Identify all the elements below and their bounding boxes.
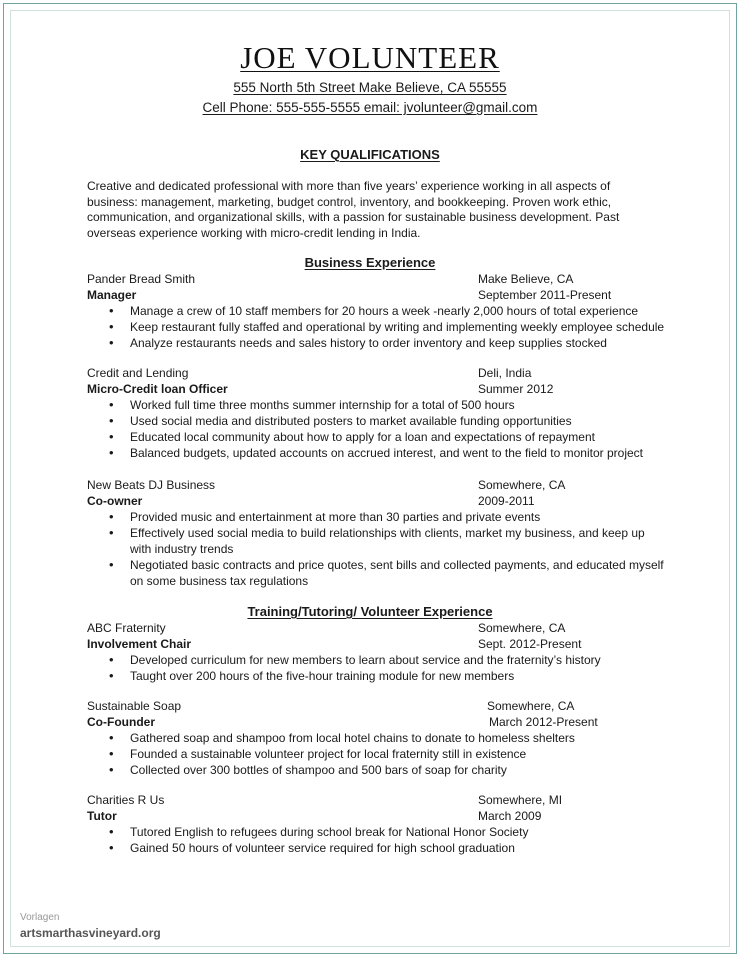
job-dates: 2009-2011 <box>478 494 535 508</box>
job-entry <box>87 271 667 351</box>
job-entry <box>87 365 667 461</box>
job-org: Pander Bread Smith <box>87 272 196 286</box>
job-bullets <box>87 730 667 778</box>
job-dates: March 2012-Present <box>489 715 598 729</box>
job-location: Somewhere, CA <box>487 699 575 713</box>
job-entry <box>87 620 667 684</box>
list-item: • Analyze restaurants needs and sales history to order inventory and keep supplies stocked <box>87 335 667 351</box>
job-role: Co-Founder <box>87 715 155 729</box>
training-heading: Training/Tutoring/ Volunteer Experience <box>247 604 493 619</box>
job-entry <box>87 792 667 856</box>
resume-name: JOE VOLUNTEER <box>240 40 500 75</box>
list-item: • Educated local community about how to apply for a loan and expectations of repayment <box>87 429 667 445</box>
list-item: • Keep restaurant fully staffed and operational by writing and implementing weekly employee schedule <box>87 319 667 335</box>
list-item: • Founded a sustainable volunteer project for local fraternity still in existence <box>87 746 667 762</box>
job-org: Sustainable Soap <box>87 699 182 713</box>
list-item: • Gathered soap and shampoo from local hotel chains to donate to homeless shelters <box>87 730 667 746</box>
list-item: • Worked full time three months summer internship for a total of 500 hours <box>87 397 667 413</box>
list-item: • Tutored English to refugees during school break for National Honor Society <box>87 824 667 840</box>
job-role: Micro-Credit loan Officer <box>87 382 228 396</box>
job-bullets <box>87 509 667 589</box>
list-item: • Effectively used social media to build relationships with clients, market my business, and keep up with industry trends <box>87 525 667 557</box>
job-bullets <box>87 652 667 684</box>
list-item: • Manage a crew of 10 staff members for 20 hours a week -nearly 2,000 hours of total experience <box>87 303 667 319</box>
footer-label: Vorlagen <box>20 912 60 923</box>
job-org: Charities R Us <box>87 793 165 807</box>
list-item: • Gained 50 hours of volunteer service required for high school graduation <box>87 840 667 856</box>
job-location: Somewhere, CA <box>478 621 566 635</box>
list-item: • Developed curriculum for new members to learn about service and the fraternity’s history <box>87 652 667 668</box>
job-org: Credit and Lending <box>87 366 189 380</box>
business-experience-heading: Business Experience <box>304 255 436 270</box>
job-dates: March 2009 <box>478 809 542 823</box>
job-location: Make Believe, CA <box>478 272 574 286</box>
job-location: Deli, India <box>478 366 532 380</box>
job-role: Tutor <box>87 809 117 823</box>
job-role: Involvement Chair <box>87 637 192 651</box>
job-dates: Sept. 2012-Present <box>478 637 582 651</box>
contact-line: Cell Phone: 555-555-5555 email: jvolunteer@gmail.com <box>202 100 538 115</box>
qualifications-summary: Creative and dedicated professional with more than five years’ experience working in all aspects of business: management, marketing, budget control, inventory, and bookkeeping. Proven work ethic, communication, and organizational skills, with a passion for sustainable business development. Past overseas experience working with micro-credit lending in India. <box>87 179 620 240</box>
list-item: • Taught over 200 hours of the five-hour training module for new members <box>87 668 667 684</box>
job-role: Manager <box>87 288 137 302</box>
address-line: 555 North 5th Street Make Believe, CA 55555 <box>233 80 507 95</box>
list-item: • Negotiated basic contracts and price quotes, sent bills and collected payments, and educated myself on some business tax regulations <box>87 557 667 589</box>
job-location: Somewhere, CA <box>478 478 566 492</box>
key-qualifications-heading: KEY QUALIFICATIONS <box>300 147 440 162</box>
job-bullets <box>87 824 667 856</box>
job-dates: Summer 2012 <box>478 382 554 396</box>
list-item: • Collected over 300 bottles of shampoo and 500 bars of soap for charity <box>87 762 667 778</box>
job-org: New Beats DJ Business <box>87 478 216 492</box>
job-bullets <box>87 397 667 461</box>
job-dates: September 2011-Present <box>478 288 612 302</box>
footer-site-link[interactable]: artsmarthasvineyard.org <box>20 926 161 940</box>
job-bullets <box>87 303 667 351</box>
list-item: • Provided music and entertainment at more than 30 parties and private events <box>87 509 667 525</box>
job-org: ABC Fraternity <box>87 621 166 635</box>
job-entry <box>87 698 667 778</box>
list-item: • Used social media and distributed posters to market available funding opportunities <box>87 413 667 429</box>
list-item: • Balanced budgets, updated accounts on accrued interest, and went to the field to monitor project <box>87 445 667 461</box>
job-entry <box>87 477 667 589</box>
job-location: Somewhere, MI <box>478 793 563 807</box>
job-role: Co-owner <box>87 494 143 508</box>
